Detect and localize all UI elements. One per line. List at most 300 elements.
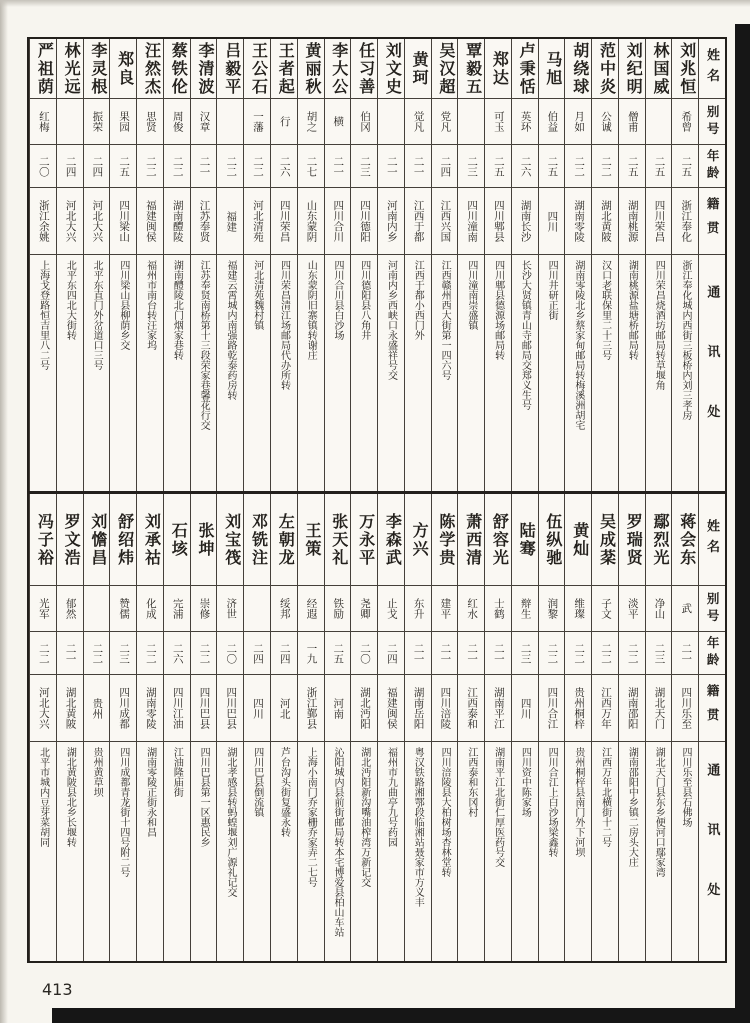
entry-name-text: 左朝龙 xyxy=(276,512,294,567)
entry-alias xyxy=(646,99,672,145)
entry-alias xyxy=(244,586,270,632)
roster-section-upper xyxy=(29,39,725,491)
entry-origin-text: 湖南长沙 xyxy=(519,200,531,242)
entry-address-text: 湖南醴陵北门烟家巷转 xyxy=(171,260,183,360)
entry-origin xyxy=(325,675,351,742)
row-label-text: 姓名 xyxy=(704,47,720,90)
entry-origin xyxy=(244,188,270,255)
entry-address-text: 湖北孝感县转蚂蝗堰刘广源礼记交 xyxy=(224,747,236,897)
entry-alias-text: 月如 xyxy=(573,111,585,132)
entry-origin-text: 湖南邵阳 xyxy=(626,687,638,729)
entry-address xyxy=(539,255,565,491)
entry-origin-text: 贵州 xyxy=(91,697,103,719)
entry-origin xyxy=(512,188,538,255)
entry-origin xyxy=(164,675,190,742)
directory-entry xyxy=(457,39,484,491)
entry-age xyxy=(137,145,163,188)
entry-address xyxy=(164,255,190,491)
row-label-text: 别号 xyxy=(705,591,720,626)
entry-origin-text: 江苏奉贤 xyxy=(198,200,210,242)
entry-address xyxy=(271,255,297,491)
entry-age xyxy=(164,632,190,675)
entry-name xyxy=(485,39,511,99)
entry-alias xyxy=(378,99,404,145)
entry-name-text: 马旭 xyxy=(543,50,561,87)
entry-origin-text: 湖南桃源 xyxy=(626,200,638,242)
entry-age-text: 一九 xyxy=(305,642,317,664)
entry-age-text: 二〇 xyxy=(359,642,371,664)
entry-alias xyxy=(191,99,217,145)
directory-entry xyxy=(190,494,217,961)
entry-origin xyxy=(592,675,618,742)
entry-address-text: 汉口老联保里二十三号 xyxy=(599,260,611,360)
entry-origin xyxy=(619,188,645,255)
entry-alias xyxy=(164,99,190,145)
entry-name-text: 黄灿 xyxy=(570,521,588,558)
entry-alias-text: 士鹤 xyxy=(492,598,504,619)
entry-address xyxy=(378,742,404,961)
entry-age-text: 二三 xyxy=(519,642,531,664)
entry-age-text: 二一 xyxy=(680,642,692,664)
entry-age-text: 二一 xyxy=(198,155,210,177)
entry-age-text: 二六 xyxy=(171,642,183,664)
row-label-alias xyxy=(699,586,725,632)
entry-alias-text: 淡平 xyxy=(626,598,638,619)
entry-origin xyxy=(325,188,351,255)
directory-entry xyxy=(484,494,511,961)
entry-origin-text: 贵州桐梓 xyxy=(573,687,585,729)
entry-origin xyxy=(137,675,163,742)
entry-alias-text: 可玉 xyxy=(492,111,504,132)
entry-age xyxy=(30,145,56,188)
entry-address-text: 湖南零陵正街永和昌 xyxy=(144,747,156,837)
roster-section-lower xyxy=(29,491,725,961)
directory-entry xyxy=(29,494,56,961)
entry-alias xyxy=(351,586,377,632)
entry-name-text: 刘承祜 xyxy=(142,512,160,567)
entry-name-text: 卢秉恬 xyxy=(517,41,535,96)
entry-origin xyxy=(485,675,511,742)
entry-address-text: 四川涪陵县大柏树场杏林堂转 xyxy=(439,747,451,877)
entry-alias xyxy=(619,99,645,145)
entry-address xyxy=(325,742,351,961)
directory-entry xyxy=(591,39,618,491)
entry-origin xyxy=(191,188,217,255)
entry-name-text: 李清波 xyxy=(195,41,213,96)
directory-entry xyxy=(645,39,672,491)
entry-origin xyxy=(244,675,270,742)
entry-alias-text: 英环 xyxy=(519,111,531,132)
entry-name-text: 林国威 xyxy=(650,41,668,96)
entry-alias-text: 觉凡 xyxy=(412,111,424,132)
entry-name xyxy=(351,39,377,99)
entry-name-text: 王公石 xyxy=(249,41,267,96)
entry-origin-text: 福建 xyxy=(225,210,237,232)
entry-alias xyxy=(57,99,83,145)
entry-address xyxy=(672,255,698,491)
entry-origin-text: 四川潼南 xyxy=(466,200,478,242)
directory-entry xyxy=(324,494,351,961)
entry-alias xyxy=(432,99,458,145)
entry-address xyxy=(351,255,377,491)
entry-alias xyxy=(672,99,698,145)
entry-origin-text: 湖南平江 xyxy=(492,687,504,729)
entry-name-text: 黄珂 xyxy=(410,50,428,87)
row-label-origin xyxy=(699,675,725,742)
entry-age xyxy=(405,145,431,188)
row-label-text: 籍贯 xyxy=(705,684,720,732)
entry-alias-text: 铁励 xyxy=(332,598,344,619)
entry-address-text: 四川郫县德源场邮局转 xyxy=(492,260,504,360)
entry-origin xyxy=(110,675,136,742)
entry-name xyxy=(84,494,110,586)
entry-name xyxy=(458,39,484,99)
entry-address-text: 湖北天门县东乡便河口鄢家湾 xyxy=(653,747,665,877)
entry-origin xyxy=(539,675,565,742)
entry-alias xyxy=(592,586,618,632)
entry-alias xyxy=(30,586,56,632)
entry-alias xyxy=(646,586,672,632)
entry-alias xyxy=(325,586,351,632)
entry-address-text: 江油隆庙街 xyxy=(171,747,183,797)
entry-alias-text: 净山 xyxy=(653,598,665,619)
entry-name xyxy=(110,39,136,99)
entry-name-text: 蒋会东 xyxy=(677,512,695,567)
entry-address-text: 北平东直门外岔道口三号 xyxy=(91,260,103,370)
entry-alias xyxy=(405,99,431,145)
entry-name xyxy=(485,494,511,586)
entry-name xyxy=(405,494,431,586)
entry-alias xyxy=(619,586,645,632)
entry-alias-text: 光军 xyxy=(37,598,49,619)
entry-name xyxy=(30,39,56,99)
entry-age xyxy=(298,145,324,188)
entry-address xyxy=(539,742,565,961)
entry-age xyxy=(672,145,698,188)
entry-age-text: 二五 xyxy=(626,155,638,177)
row-label-text: 通讯处 xyxy=(705,763,721,943)
entry-alias-text: 子文 xyxy=(599,598,611,619)
entry-alias xyxy=(539,586,565,632)
entry-age-text: 二六 xyxy=(519,155,531,177)
entry-origin-text: 山东蒙阴 xyxy=(305,200,317,242)
entry-address-text: 贵州桐梓县南门外下河坝 xyxy=(572,747,584,857)
entry-alias-text: 化成 xyxy=(144,598,156,619)
entry-age-text: 二〇 xyxy=(37,155,49,177)
directory-entry xyxy=(56,494,83,961)
entry-address xyxy=(432,255,458,491)
entry-alias-text: 经遐 xyxy=(305,598,317,619)
entry-age-text: 二二 xyxy=(573,642,585,664)
entry-origin xyxy=(405,188,431,255)
entry-age-text: 二二 xyxy=(251,155,263,177)
entry-address xyxy=(458,255,484,491)
directory-entry xyxy=(645,494,672,961)
entry-name xyxy=(378,494,404,586)
entry-alias xyxy=(539,99,565,145)
entry-name-text: 郑达 xyxy=(490,50,508,87)
entry-origin-text: 湖北天门 xyxy=(653,687,665,729)
entry-address xyxy=(244,255,270,491)
row-label-alias xyxy=(699,99,725,145)
entry-age-text: 二五 xyxy=(332,642,344,664)
directory-entry xyxy=(243,39,270,491)
entry-address xyxy=(244,742,270,961)
entry-origin xyxy=(565,188,591,255)
entry-age xyxy=(325,145,351,188)
entry-name-text: 王策 xyxy=(303,521,321,558)
entry-name xyxy=(351,494,377,586)
entry-age xyxy=(57,145,83,188)
entry-origin-text: 河南内乡 xyxy=(385,200,397,242)
entry-origin-text: 四川成都 xyxy=(118,687,130,729)
entry-address-text: 长沙大贤镇青山寺邮局交郑义生号 xyxy=(519,260,531,410)
entry-address xyxy=(619,742,645,961)
directory-entry xyxy=(136,494,163,961)
entry-origin-text: 河北清苑 xyxy=(251,200,263,242)
entry-name-text: 萧西清 xyxy=(463,512,481,567)
entry-age xyxy=(325,632,351,675)
entry-name-text: 方兴 xyxy=(410,521,428,558)
entry-alias xyxy=(244,99,270,145)
entry-name xyxy=(619,39,645,99)
entry-address-text: 沁阳城内县前街邮局转本宅博爱县柏山车站 xyxy=(332,747,343,937)
entry-origin xyxy=(378,188,404,255)
entry-alias-text: 伯冈 xyxy=(359,111,371,132)
entry-origin xyxy=(84,188,110,255)
entry-alias-text: 周俊 xyxy=(171,111,183,132)
directory-entry xyxy=(671,39,698,491)
entry-name-text: 蔡铁伦 xyxy=(169,41,187,96)
entry-age xyxy=(619,632,645,675)
entry-alias-text: 武 xyxy=(680,603,692,614)
entry-alias xyxy=(565,586,591,632)
entry-name xyxy=(191,494,217,586)
entry-alias-text: 止戈 xyxy=(385,598,397,619)
entry-origin xyxy=(298,188,324,255)
entry-name-text: 任习善 xyxy=(356,41,374,96)
directory-entry xyxy=(350,494,377,961)
entry-origin xyxy=(164,188,190,255)
entry-address xyxy=(672,742,698,961)
entry-origin-text: 江西泰和 xyxy=(466,687,478,729)
entry-age xyxy=(485,145,511,188)
directory-entry xyxy=(404,494,431,961)
entry-age xyxy=(191,632,217,675)
entry-name xyxy=(244,494,270,586)
entry-alias xyxy=(378,586,404,632)
entry-age xyxy=(458,145,484,188)
directory-entry xyxy=(136,39,163,491)
entry-address xyxy=(191,255,217,491)
entry-age xyxy=(110,145,136,188)
entry-origin-text: 湖北黄陂 xyxy=(64,687,76,729)
entry-origin-text: 湖南零陵 xyxy=(573,200,585,242)
entry-name-text: 伍纵驰 xyxy=(543,512,561,567)
entry-alias-text: 完浦 xyxy=(171,598,183,619)
directory-entry xyxy=(109,494,136,961)
entry-name-text: 刘兆恒 xyxy=(677,41,695,96)
entry-address-text: 四川巴县倒流镇 xyxy=(251,747,263,817)
entry-address xyxy=(565,255,591,491)
entry-age xyxy=(271,632,297,675)
entry-age xyxy=(432,145,458,188)
entry-origin xyxy=(432,675,458,742)
entry-origin xyxy=(405,675,431,742)
entry-name-text: 严祖荫 xyxy=(35,41,53,96)
entry-name-text: 刘憺昌 xyxy=(88,512,106,567)
directory-entry xyxy=(618,39,645,491)
entry-alias-text: 辩生 xyxy=(519,598,531,619)
directory-entry xyxy=(511,494,538,961)
entry-origin-text: 河北大兴 xyxy=(64,200,76,242)
row-label-column xyxy=(698,494,725,961)
entry-name xyxy=(539,39,565,99)
entry-origin xyxy=(271,188,297,255)
entry-address xyxy=(619,255,645,491)
directory-entry xyxy=(591,494,618,961)
entry-origin-text: 四川 xyxy=(546,210,558,232)
entry-alias-text: 汉章 xyxy=(198,111,210,132)
entry-address-text: 湖南零陵北乡蔡家甸邮局转梅溪洲胡宅 xyxy=(572,260,584,430)
row-label-name xyxy=(699,39,725,99)
entry-age-text: 二四 xyxy=(251,642,263,664)
entry-name xyxy=(672,494,698,586)
entry-name xyxy=(646,494,672,586)
entry-address xyxy=(325,255,351,491)
scan-edge-bottom xyxy=(52,1008,750,1023)
entry-age-text: 二二 xyxy=(91,642,103,664)
entry-origin xyxy=(191,675,217,742)
directory-entry xyxy=(377,39,404,491)
entry-alias-text: 一藩 xyxy=(251,111,263,132)
entry-address xyxy=(646,255,672,491)
entry-address xyxy=(458,742,484,961)
entry-name xyxy=(539,494,565,586)
entry-age-text: 二二 xyxy=(626,642,638,664)
entry-age-text: 二五 xyxy=(680,155,692,177)
directory-entry xyxy=(163,39,190,491)
entry-origin xyxy=(458,188,484,255)
entry-name-text: 李灵根 xyxy=(88,41,106,96)
entry-address-text: 四川梁山县柳荫乡交 xyxy=(117,260,129,350)
entry-alias-text: 横 xyxy=(332,116,344,127)
entry-origin xyxy=(217,188,243,255)
entry-alias xyxy=(298,586,324,632)
entry-name xyxy=(672,39,698,99)
entry-age xyxy=(378,145,404,188)
entry-age-text: 二四 xyxy=(91,155,103,177)
entry-age-text: 二五 xyxy=(492,155,504,177)
entry-age-text: 二三 xyxy=(359,155,371,177)
entry-name-text: 张坤 xyxy=(195,521,213,558)
entry-name-text: 邓铣注 xyxy=(249,512,267,567)
entry-name-text: 李森武 xyxy=(383,512,401,567)
entry-alias-text: 东升 xyxy=(412,598,424,619)
entry-age xyxy=(512,145,538,188)
directory-entry xyxy=(109,39,136,491)
row-label-age xyxy=(699,632,725,675)
entry-address-text: 北平东四北大街转 xyxy=(64,260,76,340)
entry-origin xyxy=(217,675,243,742)
entry-origin-text: 江西兴国 xyxy=(439,200,451,242)
entry-origin-text: 四川荣昌 xyxy=(278,200,290,242)
entry-address xyxy=(137,255,163,491)
entry-age xyxy=(84,632,110,675)
entry-alias xyxy=(271,586,297,632)
entry-age xyxy=(191,145,217,188)
entry-address-text: 北平市城内豆芽菜胡同 xyxy=(37,747,49,847)
entry-origin xyxy=(298,675,324,742)
entry-alias-text: 振荣 xyxy=(91,111,103,132)
entry-age xyxy=(164,145,190,188)
entry-age-text: 二五 xyxy=(653,155,665,177)
entry-name xyxy=(217,494,243,586)
entry-address-text: 江西万年北横街十二号 xyxy=(599,747,611,847)
entry-alias xyxy=(84,99,110,145)
directory-entry xyxy=(29,39,56,491)
directory-entry xyxy=(618,494,645,961)
entry-origin xyxy=(271,675,297,742)
entry-name xyxy=(191,39,217,99)
entry-origin-text: 河北 xyxy=(278,697,290,719)
entry-age xyxy=(432,632,458,675)
entry-name xyxy=(244,39,270,99)
entry-alias xyxy=(512,586,538,632)
directory-entry xyxy=(190,39,217,491)
entry-origin-text: 湖北黄陂 xyxy=(599,200,611,242)
entry-alias xyxy=(84,586,110,632)
entry-origin xyxy=(110,188,136,255)
entry-age xyxy=(565,632,591,675)
entry-age xyxy=(378,632,404,675)
entry-address-text: 江西赣州西大街第一四六号 xyxy=(439,260,451,380)
entry-alias-text: 润黎 xyxy=(546,598,558,619)
entry-origin-text: 四川 xyxy=(519,697,531,719)
entry-name xyxy=(217,39,243,99)
entry-age xyxy=(217,145,243,188)
entry-address-text: 河北清苑魏村镇 xyxy=(251,260,263,330)
entry-alias xyxy=(592,99,618,145)
entry-address xyxy=(137,742,163,961)
entry-address-text: 山东蒙阴旧寨镇转谢庄 xyxy=(305,260,317,360)
entry-address-text: 福州市九曲亭九号药园 xyxy=(385,747,397,847)
entry-origin-text: 四川合川 xyxy=(332,200,344,242)
entry-age xyxy=(84,145,110,188)
entry-origin xyxy=(646,188,672,255)
entry-origin xyxy=(432,188,458,255)
entry-origin-text: 江西于都 xyxy=(412,200,424,242)
entry-origin-text: 福建闽侯 xyxy=(144,200,156,242)
entry-origin xyxy=(672,188,698,255)
entry-age-text: 二五 xyxy=(118,155,130,177)
entry-alias-text: 红水 xyxy=(466,598,478,619)
entry-name xyxy=(405,39,431,99)
entry-age-text: 二一 xyxy=(412,642,424,664)
entry-address xyxy=(271,742,297,961)
entry-address-text: 四川合江上白沙场梁鑫转 xyxy=(546,747,558,857)
entry-address-text: 上海戈登路恒吉里八二号 xyxy=(37,260,49,370)
entry-address-text: 上海小南门乔家栅乔家弄二七号 xyxy=(305,747,317,887)
entry-origin xyxy=(30,675,56,742)
directory-entry xyxy=(511,39,538,491)
entry-name xyxy=(512,494,538,586)
entry-address-text: 四川合川县白沙场 xyxy=(332,260,343,340)
entry-age xyxy=(271,145,297,188)
directory-entry xyxy=(270,39,297,491)
entry-address xyxy=(592,255,618,491)
entry-name xyxy=(325,39,351,99)
